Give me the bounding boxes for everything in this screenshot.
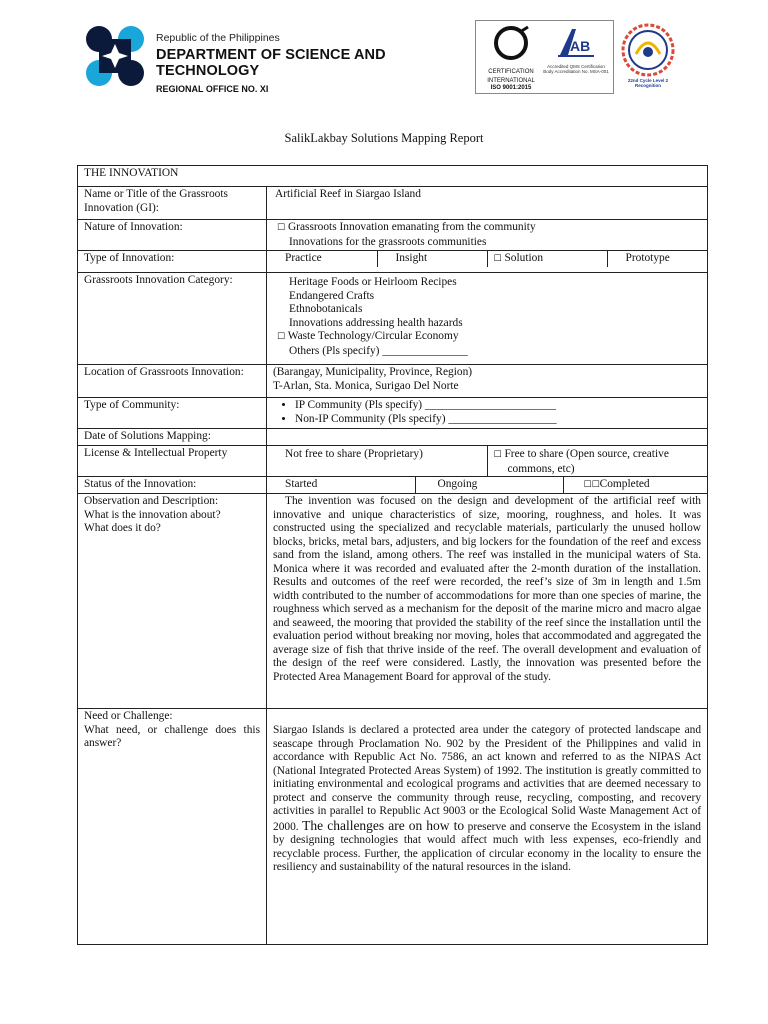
name-label: Name or Title of the Grassroots Innovation (GI):: [78, 187, 267, 220]
nature-label: Nature of Innovation:: [78, 220, 267, 251]
status-completed-cell: [563, 477, 707, 493]
award-text: 22nd Cycle Level 2 Recognition: [627, 78, 669, 88]
category-opt-3: Ethnobotanicals: [289, 303, 363, 315]
license-opt2b: commons, etc): [507, 462, 575, 475]
date-label: Date of Solutions Mapping:: [78, 429, 267, 446]
date-value: [267, 429, 708, 446]
location-value: T-Arlan, Sta. Monica, Surigao Del Norte: [273, 379, 459, 392]
location-hint: (Barangay, Municipality, Province, Region): [273, 366, 473, 378]
need-label: Need or Challenge: What need, or challenge does this answer?: [78, 709, 267, 945]
innovation-table: [77, 165, 708, 945]
category-opt-6: Others (Pls specify) _______________: [289, 344, 468, 357]
report-title: SalikLakbay Solutions Mapping Report: [284, 131, 484, 145]
checkbox-icon[interactable]: ☐: [277, 332, 286, 342]
type-label: Type of Innovation:: [78, 251, 267, 273]
award-seal: [620, 22, 676, 94]
category-opt-4: Innovations addressing health hazards: [289, 316, 463, 329]
status-started: Started: [267, 477, 415, 493]
category-opt-5: Waste Technology/Circular Economy: [287, 330, 459, 342]
status-ongoing: Ongoing: [415, 477, 563, 493]
nature-opt2: Innovations for the grassroots communities: [289, 235, 487, 248]
cert-iso: ISO 9001:2015: [490, 85, 532, 91]
status-options: [267, 477, 708, 494]
republic-label: Republic of the Philippines: [156, 32, 280, 44]
type-opt-prototype: Prototype: [625, 252, 670, 264]
svg-text:AB: AB: [570, 38, 591, 54]
type-opt-solution-cell: [487, 251, 607, 267]
status-label: Status of the Innovation:: [78, 477, 267, 494]
type-opt-practice: Practice: [267, 251, 377, 267]
certification-icon: [488, 25, 534, 61]
type-options: [267, 251, 708, 273]
license-label: License & Intellectual Property: [78, 446, 267, 477]
location-cell: [267, 365, 708, 398]
type-opt-solution: Solution: [504, 252, 544, 264]
checkbox-icon[interactable]: ☐: [277, 223, 286, 233]
category-options: [267, 273, 708, 365]
cert-line2: INTERNATIONAL: [487, 78, 535, 84]
community-options: [267, 398, 708, 429]
category-opt-2: Endangered Crafts: [289, 289, 375, 302]
pab-text: Accredited QMS Certification Body Accreditation No. MSA-001: [543, 64, 609, 74]
community-opt-nonip: • Non-IP Community (Pls specify) ___________________: [295, 413, 701, 427]
pab-icon: [556, 25, 596, 59]
checkbox-icon[interactable]: ☐: [493, 254, 502, 264]
license-options: [267, 446, 708, 477]
location-label: Location of Grassroots Innovation:: [78, 365, 267, 398]
category-label: Grassroots Innovation Category:: [78, 273, 267, 365]
checkbox-icon[interactable]: ☐☐: [583, 480, 600, 490]
name-value: Artificial Reef in Siargao Island: [267, 187, 708, 220]
need-text: Siargao Islands is declared a protected area under the category of protected landscape and seascape through Proclamation No. 902 by the President of the Philippines and valid in accordance with Republic Act No. 7586, an act known and referred to as the NIPAS Act (National Integrated Protected Areas System) of 1992. The institution is greatly committed to initiating environmental and ecological programs and activities that are deemed necessary to protect and conserve the community through reuse, recycling, composting, and recovery activities in parallel to Republic Act 9003 or the Ecological Solid Waste Management Act of 2000. The challenges are on how to preserve and conserve the Ecosystem in the island by designing technologies that would affect much with less expenses, eco-friendly and recyclable process. Further, the application of circular economy in the locality to ensure the resiliency and sustainability of the natural resources in the island.: [267, 709, 708, 945]
award-seal-icon: [620, 22, 676, 78]
community-label: Type of Community:: [78, 398, 267, 429]
obs-text: The invention was focused on the design and development of the artificial reef with innovative and unique characteristics of size, mooring, roughness, and holes. It was constructed using the specialized and recyclable materials, particularly the unused hollow blocks, bricks, metal bars, adjusters, and big lockers for the foundation of the reef and excess sand from the island, among others. The reef was installed in the municipal waters of Sta. Monica where it was recorded and evaluated after the 2-month duration of the installation. Results and outcomes of the reef were recorded, the reef’s size of 3m in length and 1.5m width contributed to the number of accommodations for more than one species of marine, the roughness which served as a mechanism for the deposit of the marine micro and macro algae and seaweed, the mooring that provided the stability of the reef since the installation until the evaluation period without breaking nor moving, holes that accommodated and aggregated the average size of fish that thrive inside of the reef. The overall development and evaluation of the design of the reef were considered. Lastly, the innovation was presented before the Protected Area Management Board for approval of the study.: [267, 494, 708, 709]
license-opt1: Not free to share (Proprietary): [267, 446, 487, 476]
nature-opt1: Grassroots Innovation emanating from the community: [287, 221, 536, 233]
category-opt-1: Heritage Foods or Heirloom Recipes: [289, 276, 457, 288]
checkbox-icon[interactable]: ☐: [493, 450, 502, 460]
license-opt2: Free to share (Open source, creative: [504, 448, 669, 460]
section-title: THE INNOVATION: [78, 166, 708, 187]
type-opt-insight: Insight: [377, 251, 487, 267]
office-label: REGIONAL OFFICE NO. XI: [156, 84, 269, 94]
community-opt-ip: • IP Community (Pls specify) _______________________: [295, 399, 701, 413]
license-opt2-cell: [487, 446, 707, 476]
certification-box: [475, 20, 614, 94]
obs-label: Observation and Description: What is the innovation about? What does it do?: [78, 494, 267, 709]
status-completed: Completed: [599, 478, 650, 490]
dost-logo-icon: [82, 22, 148, 92]
department-label: DEPARTMENT OF SCIENCE AND TECHNOLOGY: [156, 47, 386, 79]
cert-line1: CERTIFICATION: [488, 69, 534, 75]
header-dost: [82, 22, 462, 94]
nature-options: [267, 220, 708, 251]
